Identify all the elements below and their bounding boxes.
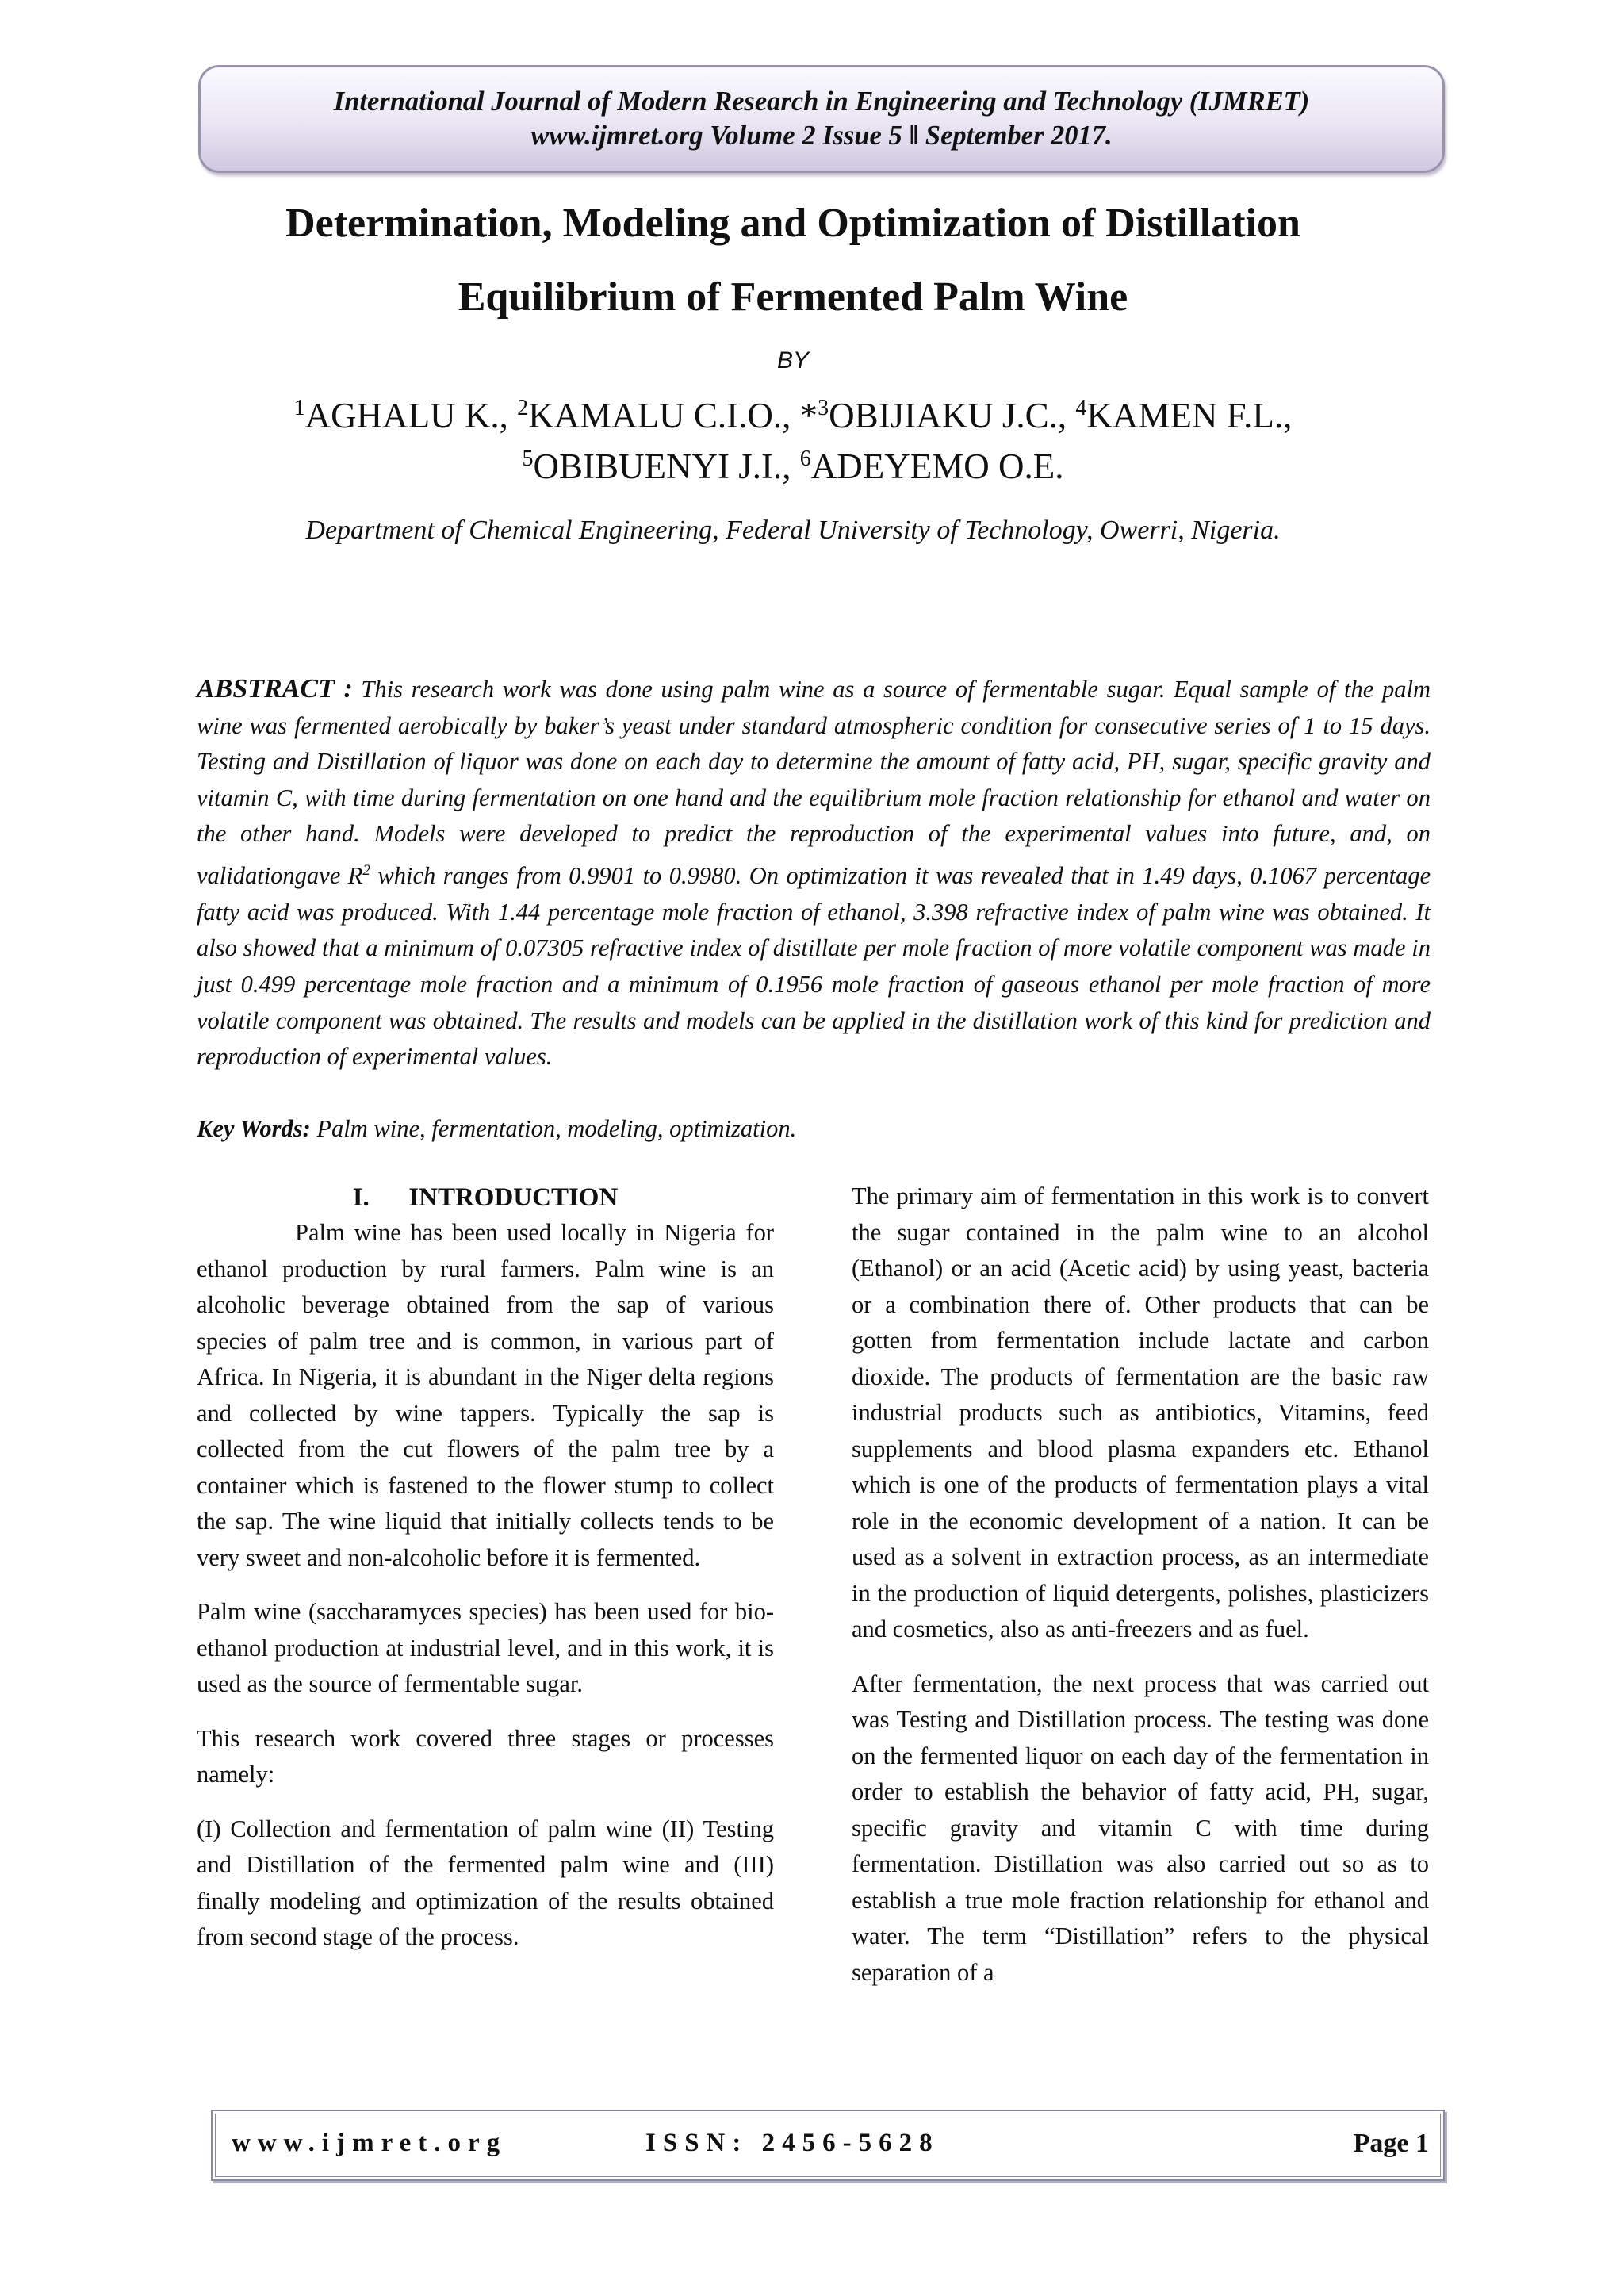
keywords-text: Palm wine, fermentation, modeling, optimization. <box>310 1115 797 1142</box>
section-heading-introduction: I. INTRODUCTION <box>352 1183 619 1212</box>
author-2-sup: 2 <box>517 396 529 420</box>
by-label: BY <box>776 347 810 374</box>
author-2: KAMALU C.I.O., <box>528 396 800 435</box>
author-6-sup: 6 <box>799 447 811 471</box>
author-4: KAMEN F.L., <box>1086 396 1293 435</box>
paper-title-line-1: Determination, Modeling and Optimization of Distillation <box>285 201 1300 246</box>
abstract-text-2: which ranges from 0.9901 to 0.9980. On optimization it was revealed that in 1.49 days, 0.1067 percentage fatty acid was produced. With 1.44 percentage mole fraction of ethanol, 3.398 refractive index of palm wine was obtained. It also showed that a minimum of 0.07305 refractive index of distillate per mole fraction of more volatile component was made in just 0.499 percentage mole fraction and a minimum of 0.1956 mole fraction of gaseous ethanol per mole fraction of more volatile component was obtained. The results and models can be applied in the distillation work of this kind for prediction and reproduction of experimental values. <box>197 862 1431 1071</box>
author-3: OBIJIAKU J.C., <box>829 396 1076 435</box>
abstract <box>197 671 1431 1075</box>
page-footer <box>211 2110 1445 2181</box>
footer-website: www.ijmret.org <box>232 2129 508 2157</box>
footer-issn: ISSN: 2456-5628 <box>645 2129 940 2157</box>
intro-paragraph-2: Palm wine (saccharamyces species) has been used for bio-ethanol production at industrial level, and in this work, it is used as the source of fermentable sugar. <box>197 1598 774 1697</box>
intro-paragraph-4: (I) Collection and fermentation of palm wine (II) Testing and Distillation of the fermented palm wine and (III) finally modeling and optimization of the results obtained from second stage of the process. <box>197 1815 774 1950</box>
journal-name: International Journal of Modern Research in Engineering and Technology (IJMRET) <box>333 86 1310 117</box>
keywords <box>197 1115 1431 1143</box>
intro-paragraph-1: Palm wine has been used locally in Nigeria for ethanol production by rural farmers. Palm wine is an alcoholic beverage obtained from the sap of various species of palm tree and is common, in various part of Africa. In Nigeria, it is abundant in the Niger delta regions and collected by wine tappers. Typically the sap is collected from the cut flowers of the palm tree by a container which is fastened to the flower stump to collect the sap. The wine liquid that initially collects tends to be very sweet and non-alcoholic before it is fermented. <box>197 1219 774 1571</box>
left-column <box>197 1180 774 1974</box>
author-5-sup: 5 <box>522 447 534 471</box>
intro-paragraph-3: This research work covered three stages or processes namely: <box>197 1724 774 1788</box>
page-number: Page 1 <box>1353 2129 1429 2158</box>
author-4-sup: 4 <box>1075 396 1087 420</box>
journal-issue: www.ijmret.org Volume 2 Issue 5 ǁ September 2017. <box>530 121 1113 151</box>
intro-paragraph-5: The primary aim of fermentation in this work is to convert the sugar contained in the palm wine to an alcohol (Ethanol) or an acid (Acetic acid) by using yeast, bacteria or a combination there of. Other products that can be gotten from fermentation include lactate and carbon dioxide. The products of fermentation are the basic raw industrial products such as antibiotics, Vitamins, feed supplements and blood plasma expanders etc. Ethanol which is one of the products of fermentation plays a vital role in the economic development of a nation. It can be used as a solvent in extraction process, as an intermediate in the production of liquid detergents, polishes, plasticizers and cosmetics, also as anti-freezers and as fuel. <box>852 1182 1429 1642</box>
author-5: OBIBUENYI J.I., <box>533 447 800 486</box>
journal-header <box>198 65 1445 173</box>
paper-title-line-2: Equilibrium of Fermented Palm Wine <box>458 274 1128 320</box>
author-1: AGHALU K., <box>304 396 518 435</box>
affiliation: Department of Chemical Engineering, Federal University of Technology, Owerri, Nigeria. <box>305 516 1281 545</box>
author-1-sup: 1 <box>293 396 305 420</box>
authors-line-1 <box>159 387 1427 437</box>
corresponding-mark: * <box>799 396 818 435</box>
intro-paragraph-6: After fermentation, the next process that was carried out was Testing and Distillation process. The testing was done on the fermented liquor on each day of the fermentation in order to establish the behavior of fatty acid, PH, sugar, specific gravity and vitamin C with time during fermentation. Distillation was also carried out so as to establish a true mole fraction relationship for ethanol and water. The term “Distillation” refers to the physical separation of a <box>852 1669 1429 1986</box>
keywords-label: Key Words: <box>197 1115 311 1142</box>
right-column <box>852 1179 1429 2009</box>
abstract-r2-sup: 2 <box>362 861 370 879</box>
author-6: ADEYEMO O.E. <box>810 447 1064 486</box>
author-3-sup: 3 <box>818 396 829 420</box>
abstract-text-1: This research work was done using palm wine as a source of fermentable sugar. Equal sample of the palm wine was fermented aerobically by baker’s yeast under standard atmospheric condition for consecutive series of 1 to 15 days. Testing and Distillation of liquor was done on each day to determine the amount of fatty acid, PH, sugar, specific gravity and vitamin C, with time during fermentation on one hand and the equilibrium mole fraction relationship for ethanol and water on the other hand. Models were developed to predict the reproduction of the experimental values into future, and, on validationgave R <box>197 676 1431 890</box>
abstract-label: ABSTRACT : <box>197 674 353 703</box>
authors-line-2 <box>159 438 1427 488</box>
